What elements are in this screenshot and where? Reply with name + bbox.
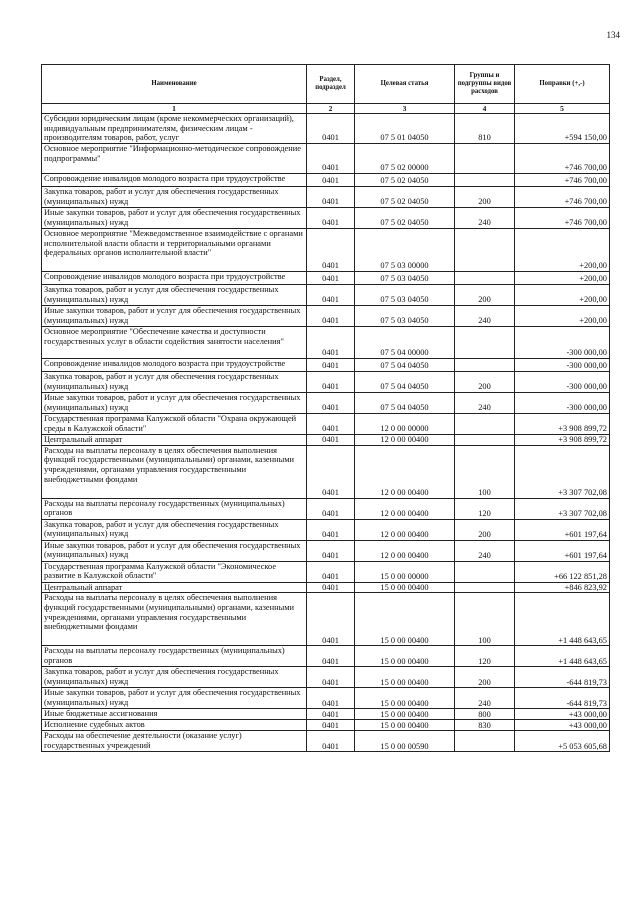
table-row	[42, 646, 610, 667]
row-amount: +746 700,00	[515, 208, 610, 229]
row-amount: +3 307 702,08	[515, 445, 610, 498]
row-name: Иные закупки товаров, работ и услуг для обеспечения государственных (муниципальных) нужд	[42, 688, 307, 709]
row-section: 0401	[307, 519, 355, 540]
row-group	[455, 327, 515, 359]
table-row	[42, 540, 610, 561]
row-amount: +5 053 605,68	[515, 731, 610, 752]
table-row	[42, 688, 610, 709]
row-section: 0401	[307, 306, 355, 327]
row-name: Исполнение судебных актов	[42, 720, 307, 731]
table-row	[42, 229, 610, 272]
row-group: 800	[455, 709, 515, 720]
row-name: Основное мероприятие "Обеспечение качества и доступности государственных услуг в области содействия занятости населения"	[42, 327, 307, 359]
row-target: 07 5 02 04050	[355, 208, 455, 229]
row-section: 0401	[307, 144, 355, 174]
table-row	[42, 720, 610, 731]
header-row	[42, 65, 610, 104]
table-row	[42, 445, 610, 498]
table-row	[42, 582, 610, 593]
row-amount: +601 197,64	[515, 519, 610, 540]
row-target: 15 0 00 00400	[355, 582, 455, 593]
row-name: Закупка товаров, работ и услуг для обеспечения государственных (муниципальных) нужд	[42, 519, 307, 540]
row-group: 120	[455, 498, 515, 519]
page-number: 134	[606, 30, 620, 40]
row-target: 07 5 03 04050	[355, 272, 455, 285]
row-group: 240	[455, 208, 515, 229]
row-section: 0401	[307, 435, 355, 446]
row-name: Иные закупки товаров, работ и услуг для обеспечения государственных (муниципальных) нужд	[42, 393, 307, 414]
row-group	[455, 561, 515, 582]
row-name: Субсидии юридическим лицам (кроме некоммерческих организаций), индивидуальным предпринимателям, физическим лицам - производителям товаров, работ, услуг	[42, 114, 307, 144]
table-row	[42, 327, 610, 359]
row-section: 0401	[307, 272, 355, 285]
row-group: 100	[455, 593, 515, 646]
column-number: 4	[455, 104, 515, 114]
row-target: 07 5 04 04050	[355, 393, 455, 414]
row-target: 15 0 00 00000	[355, 561, 455, 582]
row-section: 0401	[307, 174, 355, 187]
row-target: 15 0 00 00400	[355, 593, 455, 646]
row-name: Сопровождение инвалидов молодого возраста при трудоустройстве	[42, 272, 307, 285]
row-section: 0401	[307, 646, 355, 667]
table-row	[42, 435, 610, 446]
row-amount: -644 819,73	[515, 688, 610, 709]
row-amount: +66 122 851,28	[515, 561, 610, 582]
row-target: 07 5 03 04050	[355, 285, 455, 306]
row-name: Иные закупки товаров, работ и услуг для обеспечения государственных (муниципальных) нужд	[42, 306, 307, 327]
row-section: 0401	[307, 667, 355, 688]
row-name: Закупка товаров, работ и услуг для обеспечения государственных (муниципальных) нужд	[42, 667, 307, 688]
row-group	[455, 582, 515, 593]
table-row	[42, 731, 610, 752]
header-section: Раздел, подраздел	[307, 65, 355, 104]
row-section: 0401	[307, 709, 355, 720]
row-target: 15 0 00 00590	[355, 731, 455, 752]
row-section: 0401	[307, 688, 355, 709]
row-target: 15 0 00 00400	[355, 688, 455, 709]
table-row	[42, 306, 610, 327]
header-amount: Поправки (+,-)	[515, 65, 610, 104]
table-row	[42, 174, 610, 187]
row-name: Закупка товаров, работ и услуг для обеспечения государственных (муниципальных) нужд	[42, 372, 307, 393]
row-group: 200	[455, 285, 515, 306]
row-section: 0401	[307, 414, 355, 435]
row-amount: -300 000,00	[515, 393, 610, 414]
table-row	[42, 709, 610, 720]
row-group	[455, 359, 515, 372]
row-amount: +43 000,00	[515, 720, 610, 731]
row-section: 0401	[307, 359, 355, 372]
row-target: 12 0 00 00400	[355, 445, 455, 498]
row-section: 0401	[307, 327, 355, 359]
row-name: Иные закупки товаров, работ и услуг для обеспечения государственных (муниципальных) нужд	[42, 208, 307, 229]
row-group	[455, 731, 515, 752]
row-section: 0401	[307, 593, 355, 646]
row-name: Расходы на выплаты персоналу государственных (муниципальных) органов	[42, 646, 307, 667]
row-name: Центральный аппарат	[42, 582, 307, 593]
row-section: 0401	[307, 561, 355, 582]
header-groups: Группы и подгруппы видов расходов	[455, 65, 515, 104]
table-row	[42, 114, 610, 144]
table-row	[42, 359, 610, 372]
row-target: 15 0 00 00400	[355, 709, 455, 720]
row-target: 07 5 04 04050	[355, 372, 455, 393]
row-target: 07 5 04 04050	[355, 359, 455, 372]
row-amount: +846 823,92	[515, 582, 610, 593]
row-amount: +3 908 899,72	[515, 435, 610, 446]
row-group	[455, 272, 515, 285]
row-section: 0401	[307, 540, 355, 561]
row-group: 100	[455, 445, 515, 498]
row-group: 240	[455, 688, 515, 709]
budget-table	[41, 64, 610, 752]
row-name: Центральный аппарат	[42, 435, 307, 446]
row-section: 0401	[307, 498, 355, 519]
row-amount: +1 448 643,65	[515, 646, 610, 667]
header-target: Целевая статья	[355, 65, 455, 104]
row-name: Основное мероприятие "Информационно-методическое сопровождение подпрограммы"	[42, 144, 307, 174]
row-name: Расходы на выплаты персоналу государственных (муниципальных) органов	[42, 498, 307, 519]
row-section: 0401	[307, 445, 355, 498]
row-group	[455, 229, 515, 272]
column-number: 5	[515, 104, 610, 114]
row-group	[455, 144, 515, 174]
row-group	[455, 435, 515, 446]
row-amount: +200,00	[515, 306, 610, 327]
row-name: Иные бюджетные ассигнования	[42, 709, 307, 720]
row-amount: +43 000,00	[515, 709, 610, 720]
table-row	[42, 272, 610, 285]
table-row	[42, 561, 610, 582]
row-amount: +594 150,00	[515, 114, 610, 144]
row-amount: +746 700,00	[515, 187, 610, 208]
row-target: 07 5 02 04050	[355, 174, 455, 187]
row-target: 12 0 00 00400	[355, 435, 455, 446]
row-section: 0401	[307, 187, 355, 208]
row-amount: +3 908 899,72	[515, 414, 610, 435]
column-number-row	[42, 104, 610, 114]
table-row	[42, 372, 610, 393]
table-row	[42, 187, 610, 208]
row-group: 120	[455, 646, 515, 667]
table-row	[42, 667, 610, 688]
row-target: 15 0 00 00400	[355, 720, 455, 731]
row-amount: -644 819,73	[515, 667, 610, 688]
row-target: 07 5 02 04050	[355, 187, 455, 208]
table-row	[42, 593, 610, 646]
row-amount: +200,00	[515, 272, 610, 285]
row-target: 07 5 03 00000	[355, 229, 455, 272]
row-section: 0401	[307, 285, 355, 306]
row-group: 240	[455, 393, 515, 414]
row-name: Сопровождение инвалидов молодого возраста при трудоустройстве	[42, 174, 307, 187]
row-section: 0401	[307, 731, 355, 752]
row-name: Государственная программа Калужской области "Охрана окружающей среды в Калужской области"	[42, 414, 307, 435]
column-number: 1	[42, 104, 307, 114]
header-name: Наименование	[42, 65, 307, 104]
row-amount: +200,00	[515, 285, 610, 306]
row-name: Иные закупки товаров, работ и услуг для обеспечения государственных (муниципальных) нужд	[42, 540, 307, 561]
row-section: 0401	[307, 393, 355, 414]
table-row	[42, 498, 610, 519]
row-group: 830	[455, 720, 515, 731]
row-amount: -300 000,00	[515, 359, 610, 372]
row-section: 0401	[307, 582, 355, 593]
row-target: 12 0 00 00400	[355, 540, 455, 561]
row-amount: +200,00	[515, 229, 610, 272]
row-name: Закупка товаров, работ и услуг для обеспечения государственных (муниципальных) нужд	[42, 285, 307, 306]
row-group: 240	[455, 306, 515, 327]
row-target: 07 5 04 00000	[355, 327, 455, 359]
row-group	[455, 414, 515, 435]
row-target: 07 5 02 00000	[355, 144, 455, 174]
row-amount: +601 197,64	[515, 540, 610, 561]
row-name: Расходы на выплаты персоналу в целях обеспечения выполнения функций государственными (муниципальными) органами, казенными учреждениями, органами управления государственными внебюджетными фондами	[42, 445, 307, 498]
row-target: 07 5 03 04050	[355, 306, 455, 327]
row-group: 200	[455, 519, 515, 540]
row-name: Закупка товаров, работ и услуг для обеспечения государственных (муниципальных) нужд	[42, 187, 307, 208]
row-section: 0401	[307, 208, 355, 229]
row-name: Основное мероприятие "Межведомственное взаимодействие с органами исполнительной власти области и территориальными органами федеральных органов исполнительной власти"	[42, 229, 307, 272]
column-number: 3	[355, 104, 455, 114]
row-target: 12 0 00 00400	[355, 519, 455, 540]
row-name: Расходы на обеспечение деятельности (оказание услуг) государственных учреждений	[42, 731, 307, 752]
row-target: 15 0 00 00400	[355, 667, 455, 688]
row-group: 810	[455, 114, 515, 144]
row-group: 200	[455, 667, 515, 688]
row-amount: +746 700,00	[515, 144, 610, 174]
row-amount: -300 000,00	[515, 327, 610, 359]
row-group: 240	[455, 540, 515, 561]
row-amount: -300 000,00	[515, 372, 610, 393]
row-amount: +3 307 702,08	[515, 498, 610, 519]
row-section: 0401	[307, 720, 355, 731]
row-name: Сопровождение инвалидов молодого возраста при трудоустройстве	[42, 359, 307, 372]
row-name: Расходы на выплаты персоналу в целях обеспечения выполнения функций государственными (муниципальными) органами, казенными учреждениями, органами управления государственными внебюджетными фондами	[42, 593, 307, 646]
row-target: 07 5 01 04050	[355, 114, 455, 144]
table-row	[42, 414, 610, 435]
table-row	[42, 208, 610, 229]
row-amount: +1 448 643,65	[515, 593, 610, 646]
table-row	[42, 285, 610, 306]
table-row	[42, 519, 610, 540]
row-group: 200	[455, 372, 515, 393]
row-target: 12 0 00 00000	[355, 414, 455, 435]
column-number: 2	[307, 104, 355, 114]
row-target: 15 0 00 00400	[355, 646, 455, 667]
row-group	[455, 174, 515, 187]
row-name: Государственная программа Калужской области "Экономическое развитие в Калужской области"	[42, 561, 307, 582]
table-row	[42, 393, 610, 414]
row-section: 0401	[307, 372, 355, 393]
row-group: 200	[455, 187, 515, 208]
table-row	[42, 144, 610, 174]
row-section: 0401	[307, 229, 355, 272]
row-target: 12 0 00 00400	[355, 498, 455, 519]
row-amount: +746 700,00	[515, 174, 610, 187]
row-section: 0401	[307, 114, 355, 144]
